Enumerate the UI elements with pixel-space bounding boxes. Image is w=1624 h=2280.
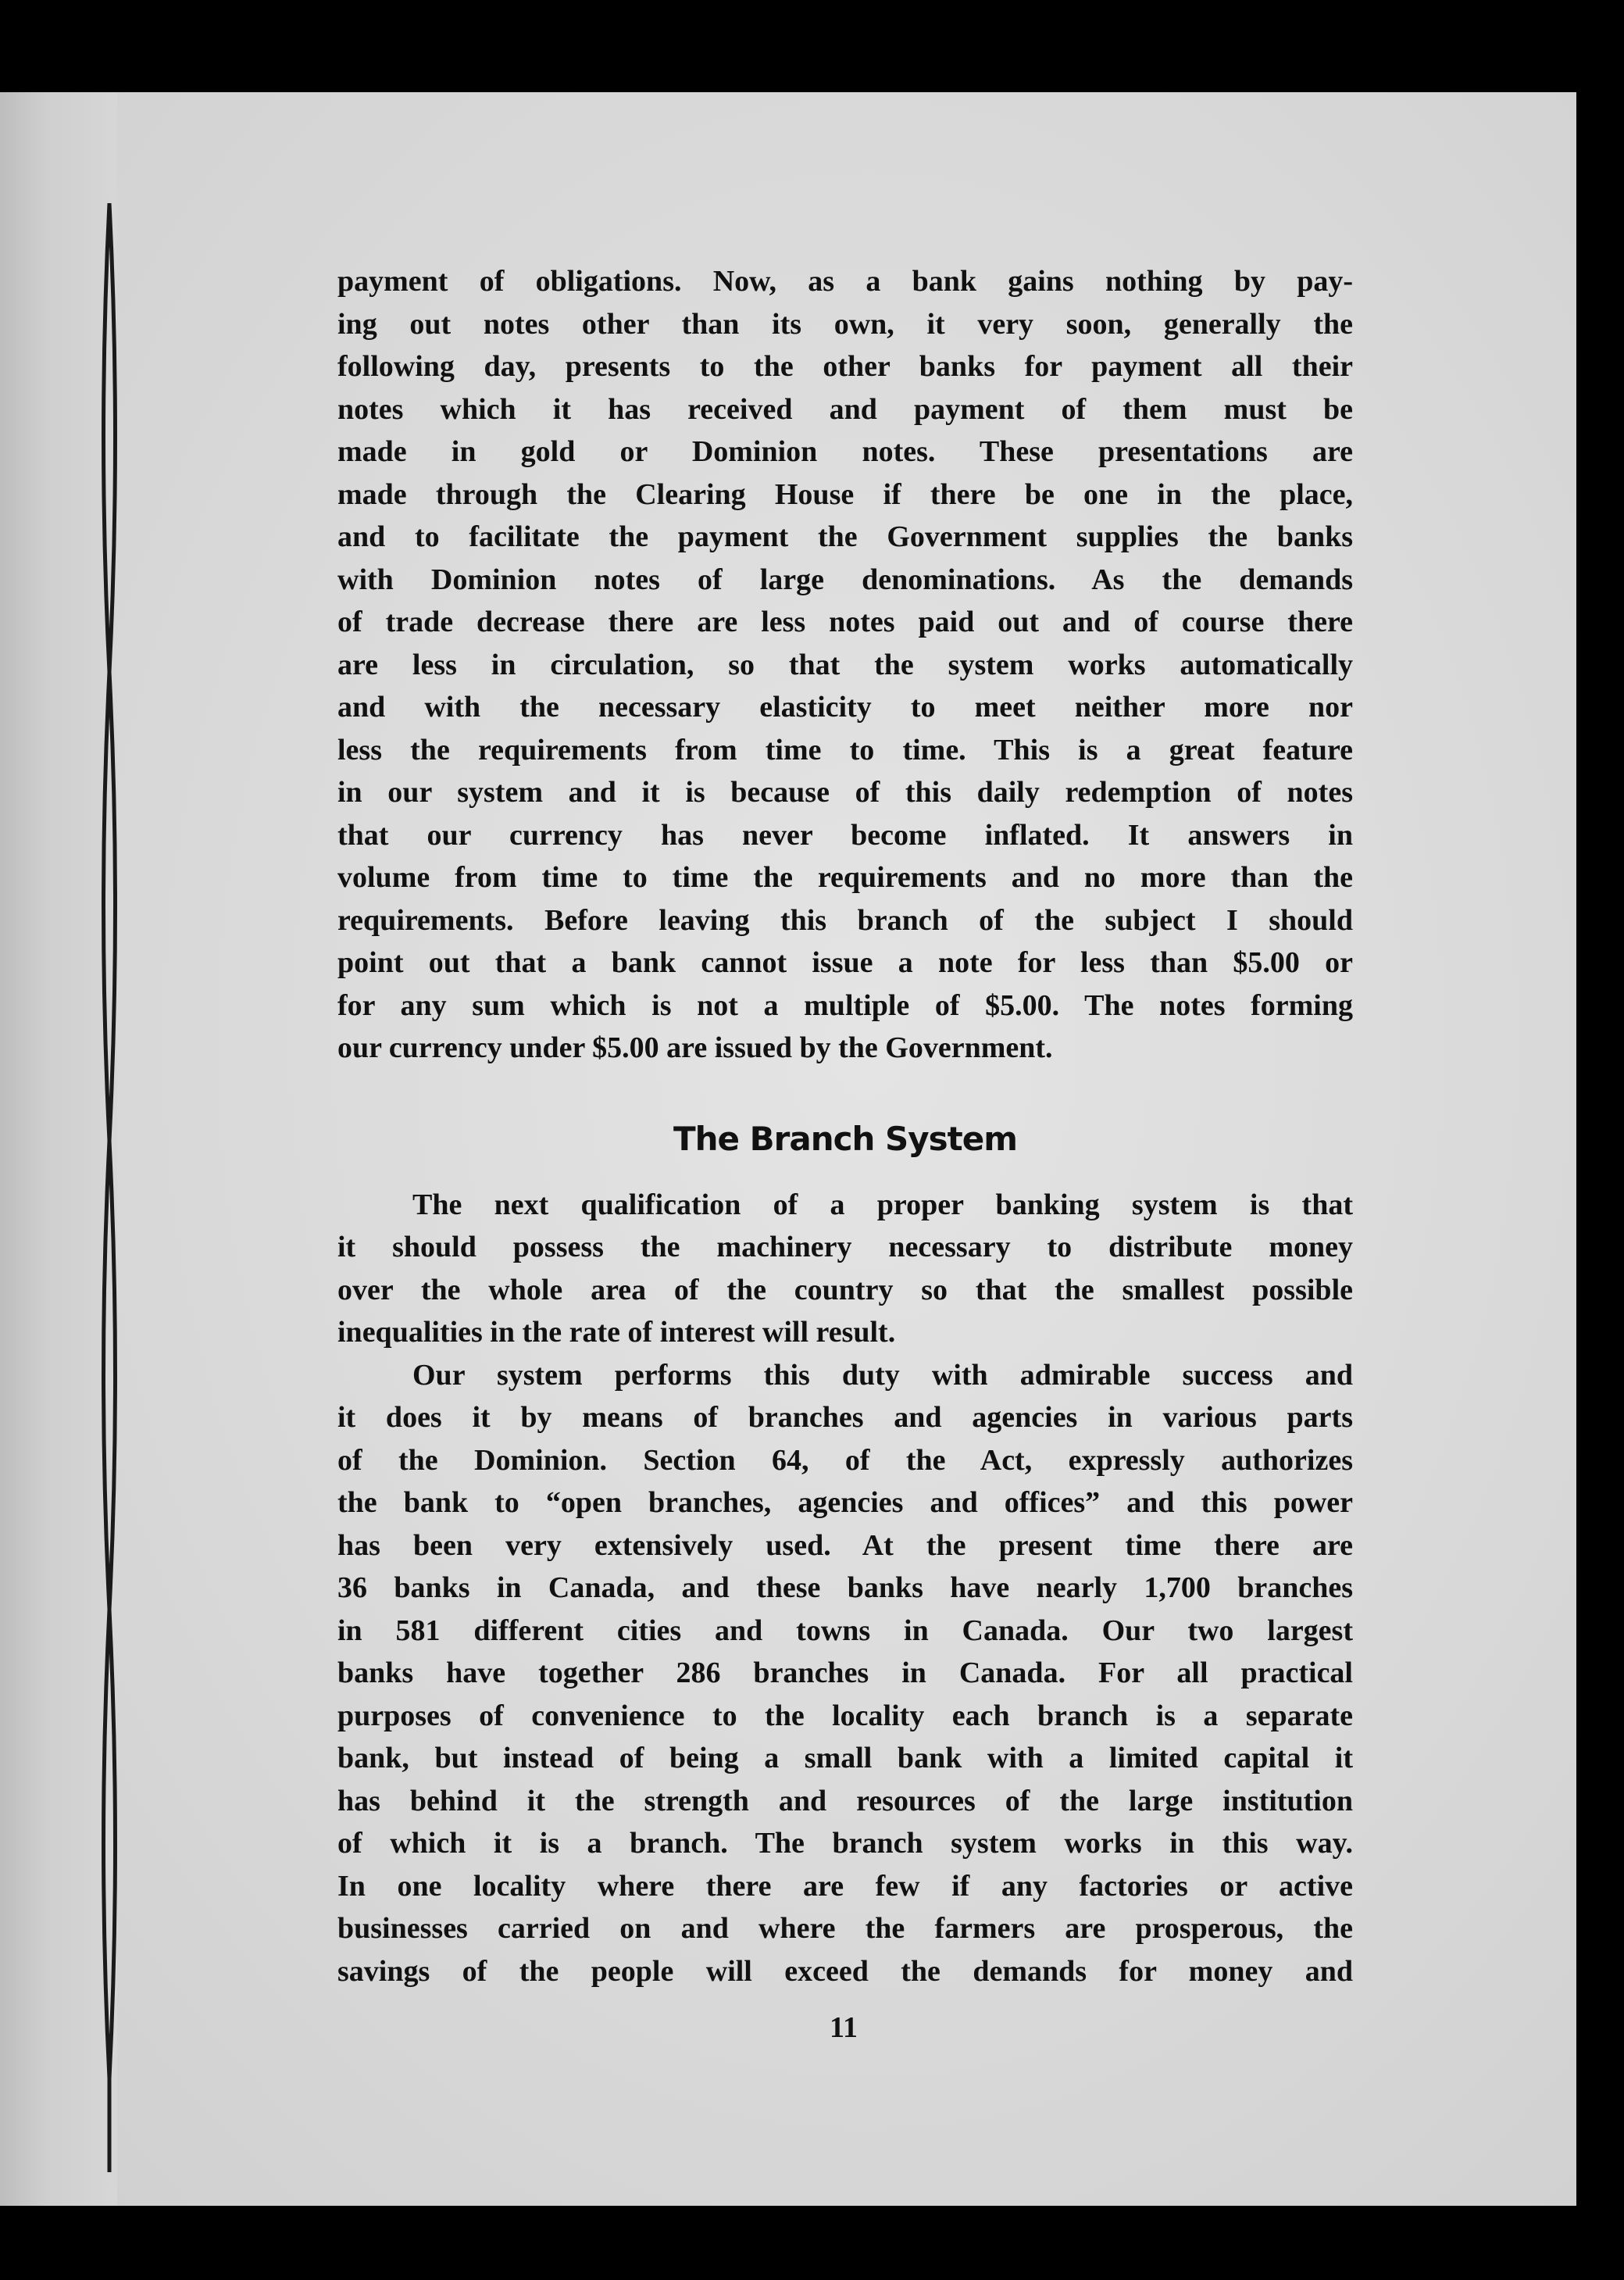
text-line: has been very extensively used. At the present time there are — [337, 1528, 1353, 1562]
text-line: in 581 different cities and towns in Canada. Our two largest — [337, 1614, 1353, 1647]
text-line: The next qualification of a proper banking system is that — [412, 1188, 1353, 1221]
text-line: payment of obligations. Now, as a bank gains nothing by pay- — [337, 265, 1353, 298]
text-line: inequalities in the rate of interest will result. — [337, 1316, 896, 1349]
text-line: of trade decrease there are less notes paid out and of course there — [337, 606, 1353, 638]
text-line: for any sum which is not a multiple of $5.00. The notes forming — [337, 988, 1353, 1022]
text-line: less the requirements from time to time. This is a great feature — [337, 733, 1353, 767]
page-number: 11 — [830, 2011, 858, 2044]
text-line: requirements. Before leaving this branch of the subject I should — [337, 903, 1353, 937]
paragraph-1 — [337, 260, 1353, 1070]
text-line: in our system and it is because of this daily redemption of notes — [337, 776, 1353, 809]
text-line: and with the necessary elasticity to meet neither more nor — [337, 691, 1353, 724]
text-line: the bank to “open branches, agencies and offices” and this power — [337, 1486, 1353, 1519]
text-line: point out that a bank cannot issue a note for less than $5.00 or — [337, 946, 1353, 979]
text-line: ing out notes other than its own, it very soon, generally the — [337, 307, 1353, 341]
text-line: made through the Clearing House if there be one in the place, — [337, 477, 1353, 511]
text-line: In one locality where there are few if any factories or active — [337, 1869, 1353, 1903]
text-line: Our system performs this duty with admirable success and — [412, 1358, 1353, 1392]
text-line: 36 banks in Canada, and these banks have nearly 1,700 branches — [337, 1571, 1353, 1604]
binding-ornament — [100, 203, 119, 2172]
text-line: made in gold or Dominion notes. These presentations are — [337, 435, 1353, 468]
section-heading: The Branch System — [673, 1119, 1017, 1158]
text-line: with Dominion notes of large denominations. As the demands — [337, 563, 1353, 596]
text-line: it should possess the machinery necessary to distribute money — [337, 1231, 1353, 1263]
text-line: has behind it the strength and resources of the large institution — [337, 1784, 1353, 1817]
text-line: bank, but instead of being a small bank with a limited capital it — [337, 1742, 1353, 1774]
text-line: of which it is a branch. The branch system works in this way. — [337, 1827, 1353, 1860]
text-line: following day, presents to the other banks for payment all their — [337, 350, 1353, 383]
text-line: it does it by means of branches and agencies in various parts — [337, 1401, 1353, 1434]
text-line: savings of the people will exceed the demands for money and — [337, 1954, 1353, 1988]
text-line: notes which it has received and payment of them must be — [337, 392, 1353, 426]
text-line: and to facilitate the payment the Government supplies the banks — [337, 520, 1353, 553]
text-line: that our currency has never become inflated. It answers in — [337, 818, 1353, 852]
paragraph-2 — [337, 1184, 1353, 1354]
text-line: are less in circulation, so that the system works automatically — [337, 648, 1353, 681]
text-line: of the Dominion. Section 64, of the Act, expressly authorizes — [337, 1443, 1353, 1477]
page-text — [337, 260, 1353, 1992]
text-line: volume from time to time the requirements and no more than the — [337, 861, 1353, 894]
paragraph-3 — [337, 1354, 1353, 1993]
text-line: businesses carried on and where the farmers are prosperous, the — [337, 1912, 1353, 1945]
text-line: over the whole area of the country so that the smallest possible — [337, 1273, 1353, 1306]
text-line: purposes of convenience to the locality each branch is a separate — [337, 1699, 1353, 1732]
text-line: our currency under $5.00 are issued by the Government. — [337, 1031, 1053, 1064]
text-line: banks have together 286 branches in Canada. For all practical — [337, 1656, 1353, 1689]
